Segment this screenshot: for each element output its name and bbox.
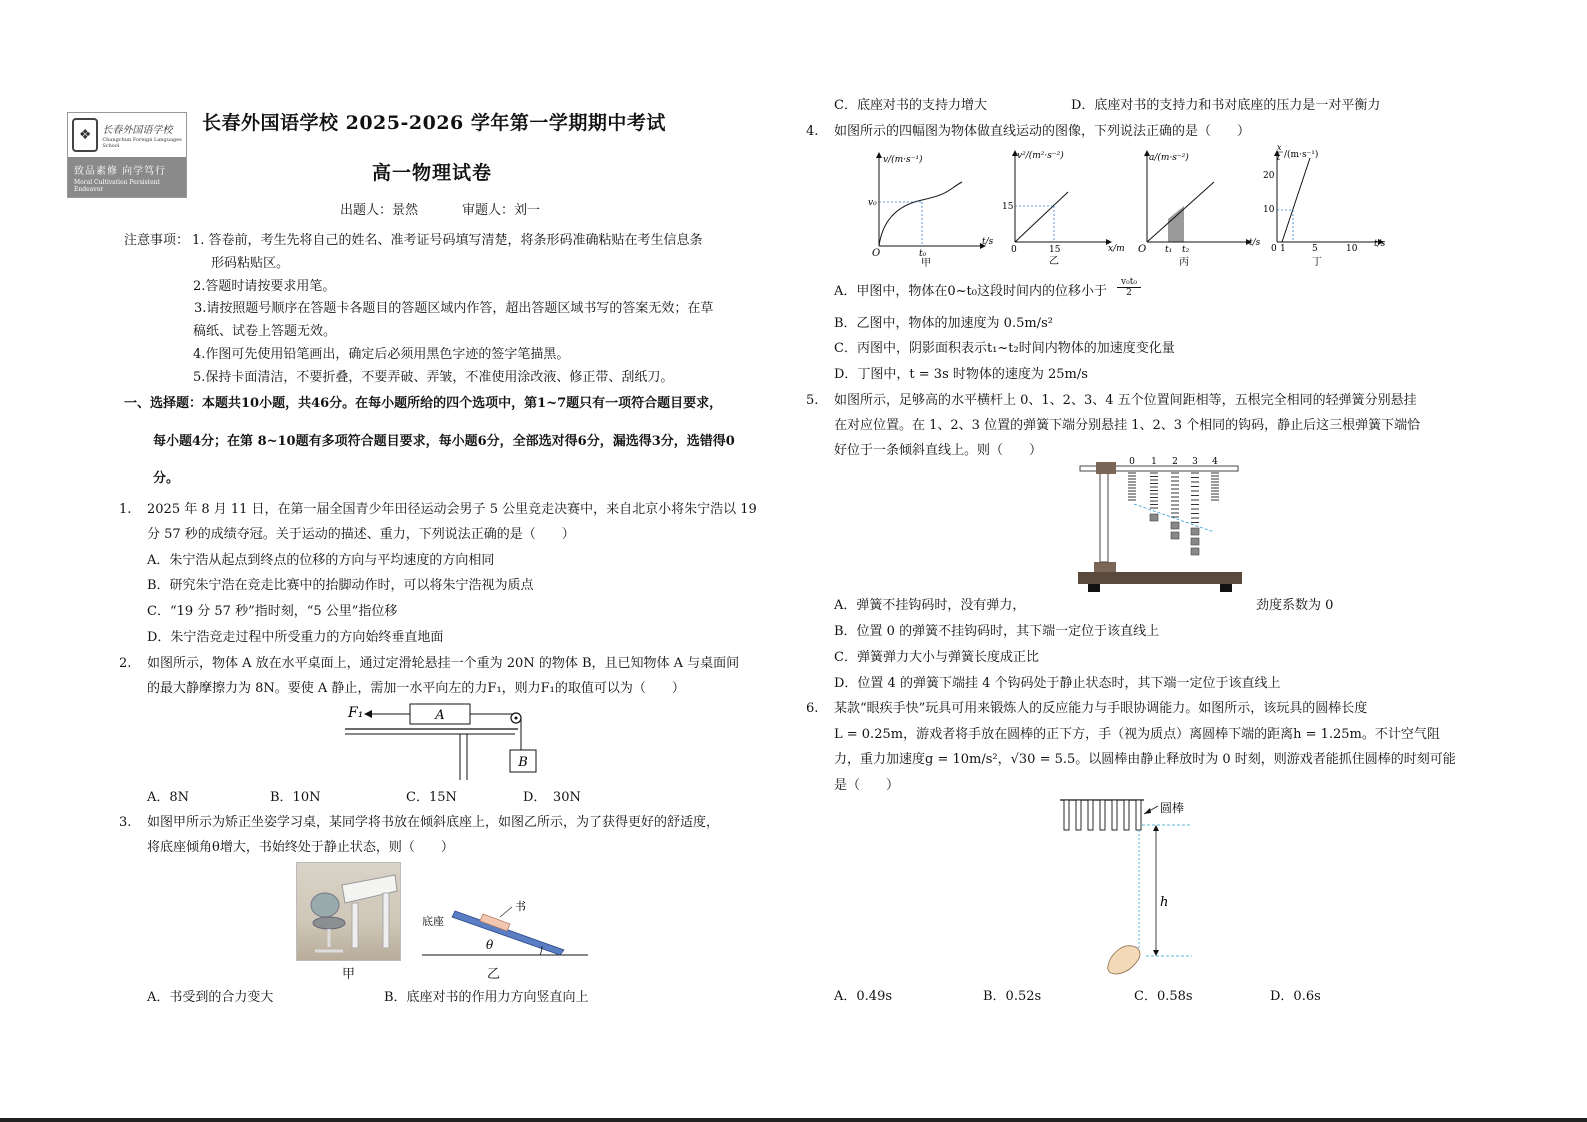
pos-label-3: 3	[1192, 457, 1198, 467]
q2-stem-2: 的最大静摩擦力为 8N。要使 A 静止，需加一水平向左的力F₁，则力F₁的取值可以为（ ）	[147, 681, 685, 696]
logo-name: 长春外国语学校	[102, 125, 173, 136]
graph-ding-x-tick-10: 10	[1346, 244, 1358, 254]
q5-number: 5.	[806, 393, 819, 408]
q5-stem-1: 如图所示，足够高的水平横杆上 0、1、2、3、4 五个位置间距相等，五根完全相同的轻弹簧分别悬挂	[834, 393, 1417, 408]
graph-ding-line	[1282, 158, 1310, 242]
graph-bing-origin: O	[1138, 244, 1147, 255]
book-label: 书	[515, 900, 526, 913]
rod-2	[1076, 800, 1081, 830]
q2-option-d: D． 30N	[523, 790, 581, 805]
book-leader	[500, 907, 512, 917]
desk-leg-1	[352, 903, 358, 948]
spring-3	[1191, 473, 1199, 523]
graph-ding-x-label: t/s	[1374, 239, 1386, 249]
chair-back	[311, 893, 339, 917]
theta-label: θ	[486, 938, 494, 952]
weight-2-2	[1171, 532, 1179, 539]
q4-number: 4.	[806, 124, 819, 139]
q6-stem-4: 是（ ）	[834, 778, 900, 793]
q5-stem-2: 在对应位置。在 1、2、3 位置的弹簧下端分别悬挂 1、2、3 个相同的钩码，静止后这三根弹簧下端恰	[834, 418, 1421, 433]
spring-0	[1128, 473, 1136, 500]
q3-option-c: C．底座对书的支持力增大	[834, 98, 987, 113]
stand-clamp-top	[1096, 462, 1116, 474]
note-1b: 形码粘贴区。	[211, 256, 290, 271]
graph-yi-line	[1015, 192, 1068, 242]
logo-motto: 致品素修 向学笃行	[74, 166, 167, 177]
desk-illustration	[297, 863, 400, 960]
note-5: 5.保持卡面清洁，不要折叠，不要弄破、弄皱，不准使用涂改液、修正带、刮纸刀。	[193, 370, 674, 385]
school-emblem-icon: ❖	[72, 118, 98, 152]
graph-jia-v0: v₀	[868, 198, 877, 208]
note-3a: 3.请按照题号顺序在答题卡各题目的答题区域内作答，超出答题区域书写的答案无效；在草	[194, 301, 714, 316]
q2-number: 2.	[119, 656, 132, 671]
weight-3-3	[1191, 548, 1199, 555]
q6-option-c: C．0.58s	[1134, 989, 1193, 1004]
q1-option-a: A．朱宁浩从起点到终点的位移的方向与平均速度的方向相同	[147, 553, 495, 568]
desk-photo	[296, 862, 401, 961]
graph-bing-x-label: t/s	[1249, 238, 1261, 248]
notes-label: 注意事项：	[124, 233, 190, 248]
desk-leg-2	[383, 893, 389, 948]
page-bottom-edge	[0, 1118, 1587, 1122]
q5-option-b: B．位置 0 的弹簧不挂钩码时，其下端一定位于该直线上	[834, 624, 1160, 639]
q3-option-d: D．底座对书的支持力和书对底座的压力是一对平衡力	[1071, 98, 1381, 113]
graph-yi-origin: 0	[1011, 245, 1017, 255]
q1-number: 1.	[119, 502, 132, 517]
q4-option-a-fraction	[1117, 277, 1141, 298]
q3-option-a: A．书受到的合力变大	[147, 990, 274, 1005]
pulley-axle	[515, 717, 518, 720]
stand-clamp-bottom	[1094, 562, 1116, 572]
graph-jia-x-label: t/s	[982, 237, 994, 247]
note-2: 2.答题时请按要求用笔。	[193, 279, 336, 294]
stand-foot-left	[1088, 584, 1100, 592]
note-1a: 1. 答卷前，考生先将自己的姓名、准考证号码填写清楚，将条形码准确粘贴在考生信息条	[192, 233, 703, 248]
graph-yi-x-label: x/m	[1108, 244, 1125, 254]
q1-option-b: B．研究朱宁浩在竞走比赛中的抬脚动作时，可以将朱宁浩视为质点	[147, 578, 534, 593]
section-heading-2: 每小题4分；在第 8~10题有多项符合题目要求，每小题6分，全部选对得6分，漏选得3分，选错得0	[153, 434, 735, 449]
q4-option-b: B．乙图中，物体的加速度为 0.5m/s²	[834, 316, 1053, 331]
q4-a-frac-top: v₀t₀	[1117, 277, 1141, 288]
base-label: 底座	[422, 915, 444, 928]
graph-ding-x-tick-5: 5	[1312, 244, 1318, 254]
graph-jia	[864, 144, 994, 268]
force-label: F₁	[348, 705, 364, 721]
q4-option-c: C．丙图中，阴影面积表示t₁~t₂时间内物体的加速度变化量	[834, 341, 1175, 356]
q5-option-a: A．弹簧不挂钩码时，没有弹力，	[834, 598, 1026, 613]
graph-yi-y-label: v²/(m²·s⁻²)	[1017, 151, 1064, 161]
graph-jia-y-arrow	[876, 152, 882, 158]
graph-bing-y-label: a/(m·s⁻²)	[1149, 153, 1189, 163]
section-heading-1: 一、选择题：本题共10小题，共46分。在每小题所给的四个选项中，第1~7题只有一项符合题目要求，	[124, 396, 723, 411]
q6-stem-2: L = 0.25m，游戏者将手放在圆棒的正下方，手（视为质点）离圆棒下端的距离h = 1.25m。不计空气阻	[834, 727, 1440, 742]
graph-ding-y-label: /(m·s⁻¹)	[1284, 150, 1319, 160]
graph-yi-y-tick: 15	[1002, 202, 1014, 212]
spring-2	[1171, 473, 1179, 517]
graph-bing	[1132, 144, 1262, 268]
stand-pole	[1100, 466, 1108, 562]
graph-ding-y-frac-bot: t	[1277, 153, 1281, 162]
q6-option-d: D．0.6s	[1270, 989, 1321, 1004]
exam-title: 长春外国语学校 2025-2026 学年第一学期期中考试	[202, 112, 666, 134]
q6-stem-1: 某款“眼疾手快”玩具可用来锻炼人的反应能力与手眼协调能力。如图所示，该玩具的圆棒长度	[834, 701, 1368, 716]
section-heading-3: 分。	[153, 471, 180, 486]
reviewer: 审题人：刘一	[462, 203, 541, 218]
pos-label-0: 0	[1129, 457, 1135, 467]
block-b-label: B	[518, 755, 528, 770]
q6-stem-3: 力，重力加速度g = 10m/s²，√30 = 5.5。以圆棒由静止释放时为 0 时刻，则游戏者能抓住圆棒的时刻可能	[834, 752, 1456, 767]
pos-label-4: 4	[1212, 457, 1218, 467]
q4-a-frac-bot: 2	[1126, 288, 1132, 298]
author: 出题人：景然	[340, 203, 419, 218]
rod-5	[1112, 800, 1117, 830]
q6-option-a: A．0.49s	[834, 989, 893, 1004]
graph-bing-t2: t₂	[1182, 245, 1190, 255]
spring-4	[1211, 473, 1219, 500]
logo-sub: Changchun Foreign Languages School	[102, 137, 182, 149]
rod-3	[1088, 800, 1093, 830]
q2-figure	[340, 700, 540, 782]
q5-option-c: C．弹簧弹力大小与弹簧长度成正比	[834, 650, 1039, 665]
hand-icon	[1108, 946, 1140, 974]
incline-board	[452, 911, 564, 955]
q1-stem-2: 分 57 秒的成绩夺冠。关于运动的描述、重力，下列说法正确的是（ ）	[147, 527, 575, 542]
q6-rod-figure	[1060, 794, 1220, 978]
graph-yi-caption: 乙	[1049, 256, 1059, 267]
weight-1-1	[1150, 514, 1158, 521]
q1-option-c: C．“19 分 57 秒”指时刻，“5 公里”指位移	[147, 604, 398, 619]
note-4: 4.作图可先使用铅笔画出，确定后必须用黑色字迹的签字笔描黑。	[193, 347, 570, 362]
q1-stem-1: 2025 年 8 月 11 日，在第一届全国青少年田径运动会男子 5 公里竞走决赛中，来自北京小将朱宁浩以 19	[147, 502, 757, 517]
q3-number: 3.	[119, 815, 132, 830]
stand-foot-right	[1220, 584, 1232, 592]
h-arrow-bottom	[1153, 950, 1159, 956]
q2-option-b: B．10N	[270, 790, 321, 805]
q1-option-d: D．朱宁浩竞走过程中所受重力的方向始终垂直地面	[147, 630, 444, 645]
rod-pointer-arrow	[1144, 808, 1151, 814]
q2-option-c: C．15N	[406, 790, 457, 805]
graph-ding-caption: 丁	[1312, 257, 1322, 268]
q6-number: 6.	[806, 701, 819, 716]
graph-ding-x-tick-0: 0	[1271, 244, 1277, 254]
q6-option-b: B．0.52s	[983, 989, 1042, 1004]
rod-1	[1064, 800, 1069, 830]
pos-label-1: 1	[1151, 457, 1157, 467]
q3-option-b: B．底座对书的作用力方向竖直向上	[384, 990, 589, 1005]
q5-option-d: D．位置 4 的弹簧下端挂 4 个钩码处于静止状态时，其下端一定位于该直线上	[834, 676, 1281, 691]
stand-base	[1078, 572, 1242, 584]
q5-spring-figure	[1074, 456, 1246, 594]
q4-stem: 如图所示的四幅图为物体做直线运动的图像，下列说法正确的是（ ）	[834, 124, 1251, 139]
weight-3-1	[1191, 528, 1199, 535]
graph-jia-curve	[879, 182, 962, 246]
chair-seat	[313, 917, 345, 929]
exam-subtitle: 高一物理试卷	[372, 162, 493, 184]
rod-4	[1100, 800, 1105, 830]
graph-bing-caption: 丙	[1179, 257, 1189, 268]
graph-bing-t1: t₁	[1165, 245, 1173, 255]
q3-stem-2: 将底座倾角θ增大，书始终处于静止状态，则（ ）	[147, 840, 454, 855]
q3-stem-1: 如图甲所示为矫正坐姿学习桌，某同学将书放在倾斜底座上，如图乙所示，为了获得更好的舒适度，	[147, 815, 720, 830]
q4-option-d: D．丁图中，t = 3s 时物体的速度为 25m/s	[834, 367, 1088, 382]
rod-7	[1136, 800, 1141, 830]
graph-yi-x-tick: 15	[1049, 245, 1061, 255]
h-arrow-top	[1153, 825, 1159, 831]
q3-caption-yi: 乙	[487, 967, 501, 982]
rod-6	[1124, 800, 1129, 830]
q5-option-a-tail: 劲度系数为 0	[1256, 598, 1334, 613]
graph-ding	[1262, 140, 1392, 268]
logo-motto-en: Moral Cultivation Persistent Endeavor	[74, 179, 160, 193]
weight-3-2	[1191, 538, 1199, 545]
graph-jia-y-label: v/(m·s⁻¹)	[883, 155, 923, 165]
note-3b: 稿纸、试卷上答题无效。	[193, 324, 337, 339]
spring-1	[1150, 473, 1158, 508]
q3-caption-jia: 甲	[342, 967, 356, 982]
graph-ding-y-tick-10: 10	[1263, 205, 1275, 215]
rod-label: 圆棒	[1160, 801, 1185, 815]
weight-2-1	[1171, 522, 1179, 529]
graph-ding-x-tick-1: 1	[1280, 244, 1286, 254]
block-a-label: A	[435, 708, 445, 723]
school-logo	[67, 112, 187, 198]
q2-option-a: A．8N	[147, 790, 190, 805]
graph-jia-t0: t₀	[919, 249, 927, 259]
q2-stem-1: 如图所示，物体 A 放在水平桌面上，通过定滑轮悬挂一个重为 20N 的物体 B，且已知物体 A 与桌面间	[147, 656, 740, 671]
h-label: h	[1160, 895, 1169, 910]
q4-option-a: A．甲图中，物体在0~t₀这段时间内的位移小于	[834, 284, 1107, 299]
pos-label-2: 2	[1172, 457, 1178, 467]
graph-jia-origin: O	[872, 248, 881, 259]
force-arrowhead	[364, 710, 372, 718]
graph-jia-caption: 甲	[921, 258, 931, 268]
graph-ding-y-frac-top: x	[1277, 143, 1282, 152]
graph-yi	[1000, 144, 1130, 268]
q3-incline-figure	[418, 895, 590, 975]
q5-stem-3: 好位于一条倾斜直线上。则（ ）	[834, 443, 1043, 458]
graph-ding-y-tick-20: 20	[1263, 171, 1275, 181]
